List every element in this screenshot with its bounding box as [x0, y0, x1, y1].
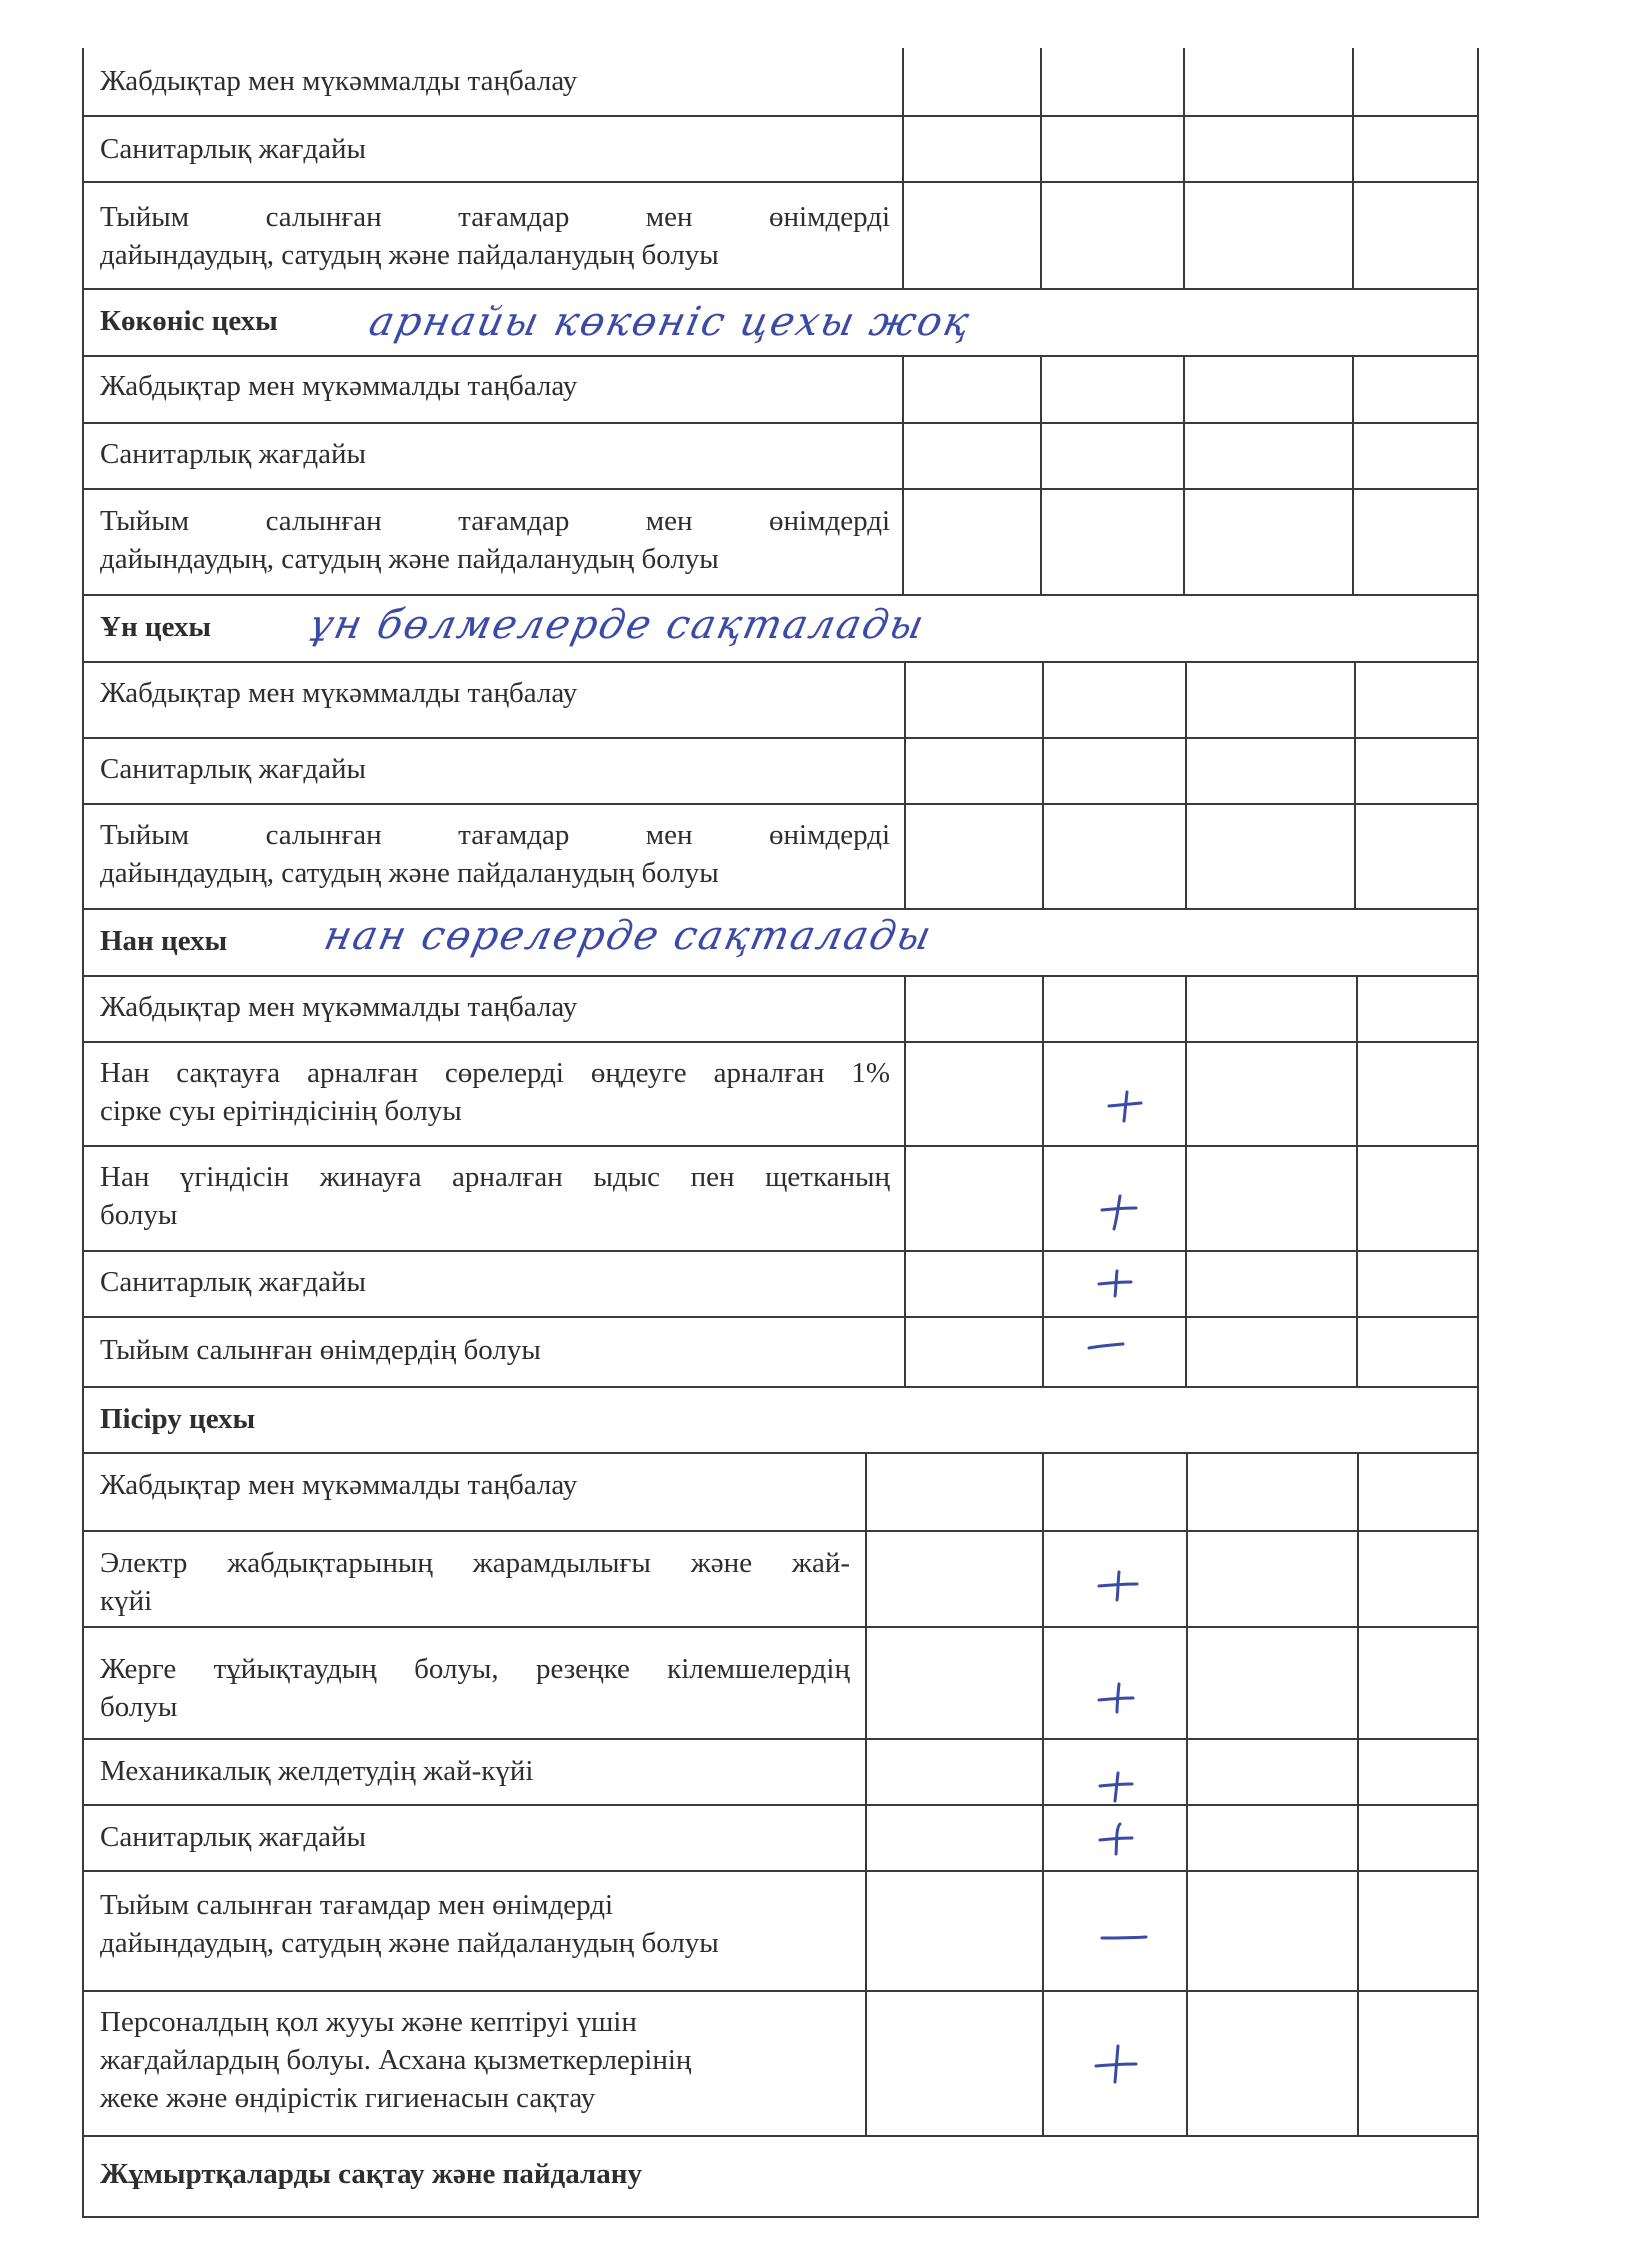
criterion-label-line2: болуы	[100, 1691, 178, 1723]
criterion-label: Санитарлық жағдайы	[100, 753, 366, 785]
criterion-label-line1: Персоналдың қол жууы және кептіруі үшін	[100, 2006, 637, 2038]
column-divider	[902, 48, 904, 288]
column-divider	[1354, 661, 1356, 908]
criterion-label-line1: Тыйым салынған тағамдар мен өнімдерді	[100, 201, 890, 233]
row-divider	[82, 1804, 1479, 1806]
column-divider	[904, 975, 906, 1386]
criterion-label-line2: дайындаудың, сатудың және пайдаланудың болуы	[100, 1927, 719, 1959]
row-divider	[82, 181, 1479, 183]
column-divider	[1040, 355, 1042, 594]
column-divider	[1186, 1452, 1188, 2135]
criterion-label-line2: болуы	[100, 1199, 178, 1231]
table-right-border	[1477, 48, 1479, 2216]
criterion-label-line1: Электр жабдықтарының жарамдылығы және жай-	[100, 1547, 850, 1579]
column-divider	[904, 661, 906, 908]
criterion-label: Жабдықтар мен мүкәммалды таңбалау	[100, 991, 578, 1023]
criterion-label: Жабдықтар мен мүкәммалды таңбалау	[100, 65, 578, 97]
criterion-label-line2: дайындаудың, сатудың және пайдаланудың болуы	[100, 543, 719, 575]
criterion-label: Санитарлық жағдайы	[100, 438, 366, 470]
criterion-label-line3: жеке және өндірістік гигиенасын сақтау	[100, 2082, 596, 2114]
row-divider	[82, 355, 1479, 357]
column-divider	[1356, 975, 1358, 1386]
row-divider	[82, 975, 1479, 977]
criterion-label-line1: Нан сақтауға арналған сөрелерді өңдеуге арналған 1%	[100, 1057, 890, 1089]
row-divider	[82, 2216, 1479, 2218]
criterion-label-line1: Жерге тұйықтаудың болуы, резеңке кілемшелердің	[100, 1653, 850, 1685]
row-divider	[82, 661, 1479, 663]
column-divider	[1185, 661, 1187, 908]
row-divider	[82, 1250, 1479, 1252]
row-divider	[82, 288, 1479, 290]
row-divider	[82, 803, 1479, 805]
plus-mark	[1095, 1266, 1135, 1300]
column-divider	[1042, 661, 1044, 908]
plus-mark	[1092, 2042, 1140, 2086]
column-divider	[865, 1452, 867, 2135]
plus-mark	[1105, 1088, 1145, 1124]
row-divider	[82, 2135, 1479, 2137]
row-divider	[82, 737, 1479, 739]
criterion-label-line2: дайындаудың, сатудың және пайдаланудың болуы	[100, 857, 719, 889]
row-divider	[82, 1870, 1479, 1872]
section-title-eggs: Жұмыртқаларды сақтау және пайдалану	[100, 2158, 642, 2190]
column-divider	[1352, 355, 1354, 594]
column-divider	[1042, 1452, 1044, 2135]
row-divider	[82, 1386, 1479, 1388]
row-divider	[82, 1452, 1479, 1454]
row-divider	[82, 1990, 1479, 1992]
handwritten-note-vegetable: арнайы көкөніс цехы жоқ	[365, 299, 975, 345]
criterion-label-line1: Нан үгіндісін жинауға арналған ыдыс пен щетканың	[100, 1161, 890, 1193]
row-divider	[82, 1041, 1479, 1043]
minus-mark	[1098, 1928, 1150, 1948]
plus-mark	[1096, 1820, 1136, 1858]
column-divider	[1183, 355, 1185, 594]
criterion-label: Санитарлық жағдайы	[100, 1266, 366, 1298]
column-divider	[902, 355, 904, 594]
row-divider	[82, 488, 1479, 490]
row-divider	[82, 1626, 1479, 1628]
criterion-label-line1: Тыйым салынған тағамдар мен өнімдерді	[100, 505, 890, 537]
column-divider	[1352, 48, 1354, 288]
section-title-cooking: Пісіру цехы	[100, 1403, 256, 1435]
criterion-label: Санитарлық жағдайы	[100, 1821, 366, 1853]
plus-mark	[1095, 1568, 1141, 1604]
section-title-flour: Ұн цехы	[100, 611, 212, 643]
column-divider	[1042, 975, 1044, 1386]
section-title-vegetable: Көкөніс цехы	[100, 305, 278, 337]
column-divider	[1185, 975, 1187, 1386]
criterion-label-line1: Тыйым салынған тағамдар мен өнімдерді	[100, 1889, 614, 1921]
criterion-label-line2: күйі	[100, 1585, 153, 1617]
row-divider	[82, 1145, 1479, 1147]
table-left-border	[82, 48, 84, 2216]
criterion-label-line2: жағдайлардың болуы. Асхана қызметкерлерінің	[100, 2044, 692, 2076]
criterion-label: Жабдықтар мен мүкәммалды таңбалау	[100, 370, 578, 402]
criterion-label: Жабдықтар мен мүкәммалды таңбалау	[100, 677, 578, 709]
criterion-label-line2: сірке суы ерітіндісінің болуы	[100, 1095, 462, 1127]
row-divider	[82, 115, 1479, 117]
plus-mark	[1095, 1680, 1137, 1716]
plus-mark	[1098, 1192, 1140, 1232]
criterion-label-line1: Тыйым салынған тағамдар мен өнімдерді	[100, 819, 890, 851]
section-title-bread: Нан цехы	[100, 925, 228, 957]
column-divider	[1357, 1452, 1359, 2135]
criterion-label: Жабдықтар мен мүкәммалды таңбалау	[100, 1469, 578, 1501]
column-divider	[1040, 48, 1042, 288]
row-divider	[82, 594, 1479, 596]
minus-mark	[1085, 1336, 1127, 1356]
row-divider	[82, 1738, 1479, 1740]
row-divider	[82, 422, 1479, 424]
criterion-label: Тыйым салынған өнімдердің болуы	[100, 1334, 541, 1366]
criterion-label-line2: дайындаудың, сатудың және пайдаланудың болуы	[100, 239, 719, 271]
row-divider	[82, 908, 1479, 910]
handwritten-note-flour: ұн бөлмелерде сақталады	[305, 602, 930, 648]
plus-mark	[1096, 1768, 1136, 1804]
criterion-label: Санитарлық жағдайы	[100, 133, 366, 165]
row-divider	[82, 1316, 1479, 1318]
column-divider	[1183, 48, 1185, 288]
criterion-label: Механикалық желдетудің жай-күйі	[100, 1755, 534, 1787]
row-divider	[82, 1530, 1479, 1532]
handwritten-note-bread: нан сөрелерде сақталады	[320, 913, 937, 959]
